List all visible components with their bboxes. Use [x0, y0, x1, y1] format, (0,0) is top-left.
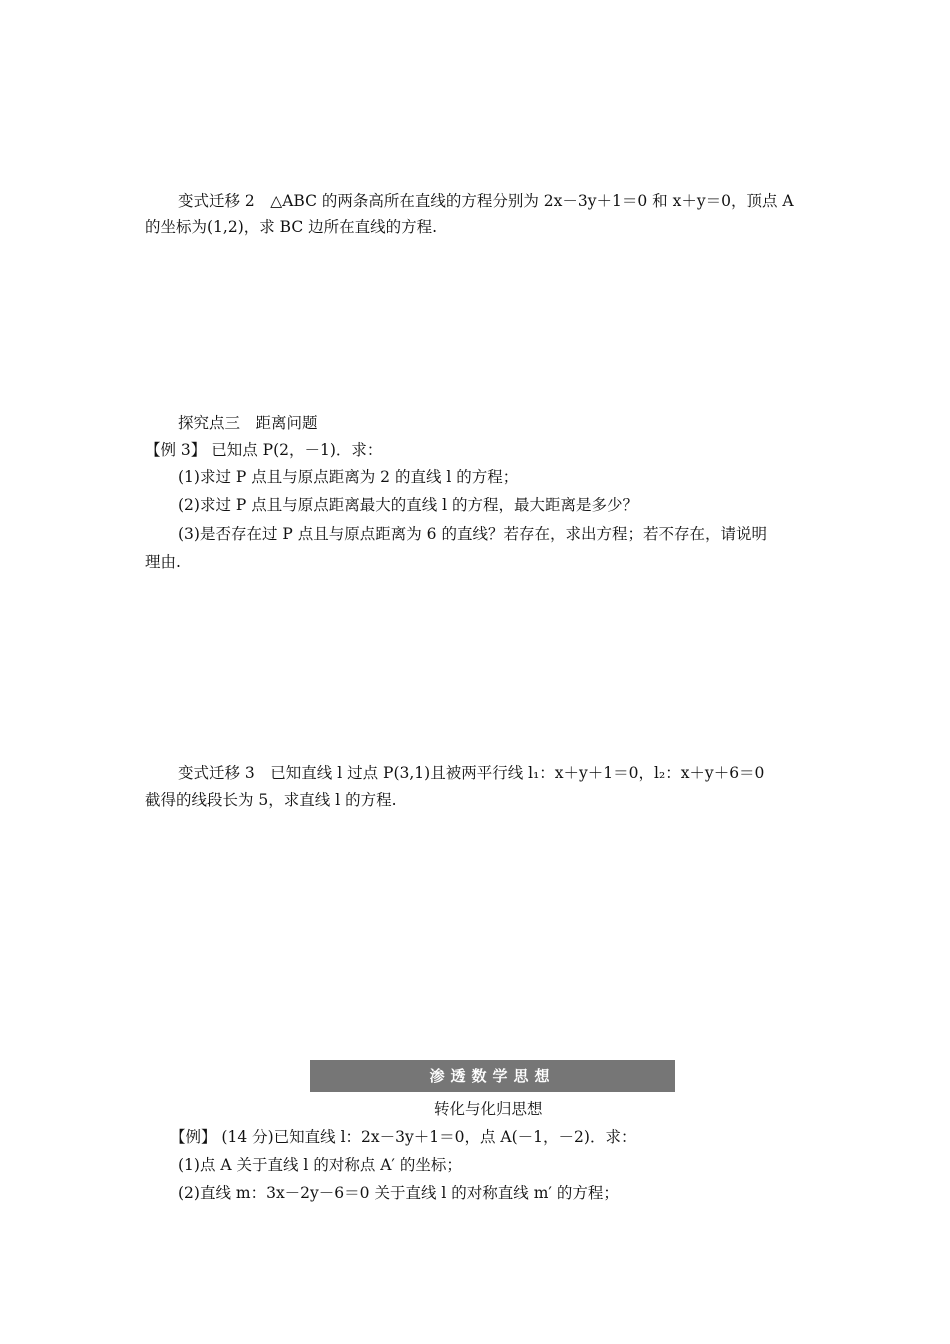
thinking-question-2: (2)直线 m：3x－2y－6＝0 关于直线 l 的对称直线 m′ 的方程；	[178, 1184, 619, 1202]
example-3-question-3-line-2: 理由.	[145, 553, 181, 571]
variant-2-line-1: 变式迁移 2 △ABC 的两条高所在直线的方程分别为 2x－3y＋1＝0 和 x＋y＝0，顶点 A	[178, 192, 794, 210]
example-3-question-3-line-1: (3)是否存在过 P 点且与原点距离为 6 的直线？若存在，求出方程；若不存在，请说明	[178, 525, 767, 543]
example-3-intro: 【例 3】 已知点 P(2，－1)．求：	[145, 441, 383, 459]
variant-2-line-2: 的坐标为(1,2)，求 BC 边所在直线的方程.	[145, 218, 438, 236]
variant-3-line-1: 变式迁移 3 已知直线 l 过点 P(3,1)且被两平行线 l₁：x＋y＋1＝0，l₂：x＋y＋6＝0	[178, 764, 765, 782]
example-3-question-2: (2)求过 P 点且与原点距离最大的直线 l 的方程，最大距离是多少？	[178, 496, 639, 514]
example-3-question-1: (1)求过 P 点且与原点距离为 2 的直线 l 的方程；	[178, 468, 519, 486]
section-banner: 渗透数学思想	[310, 1060, 675, 1092]
variant-3-line-2: 截得的线段长为 5，求直线 l 的方程.	[145, 791, 397, 809]
thinking-question-1: (1)点 A 关于直线 l 的对称点 A′ 的坐标；	[178, 1156, 462, 1174]
thinking-example-intro: 【例】 (14 分)已知直线 l：2x－3y＋1＝0，点 A(－1，－2)．求：	[170, 1128, 637, 1146]
thinking-subtitle: 转化与化归思想	[434, 1100, 543, 1118]
section-3-heading: 探究点三 距离问题	[178, 414, 318, 432]
